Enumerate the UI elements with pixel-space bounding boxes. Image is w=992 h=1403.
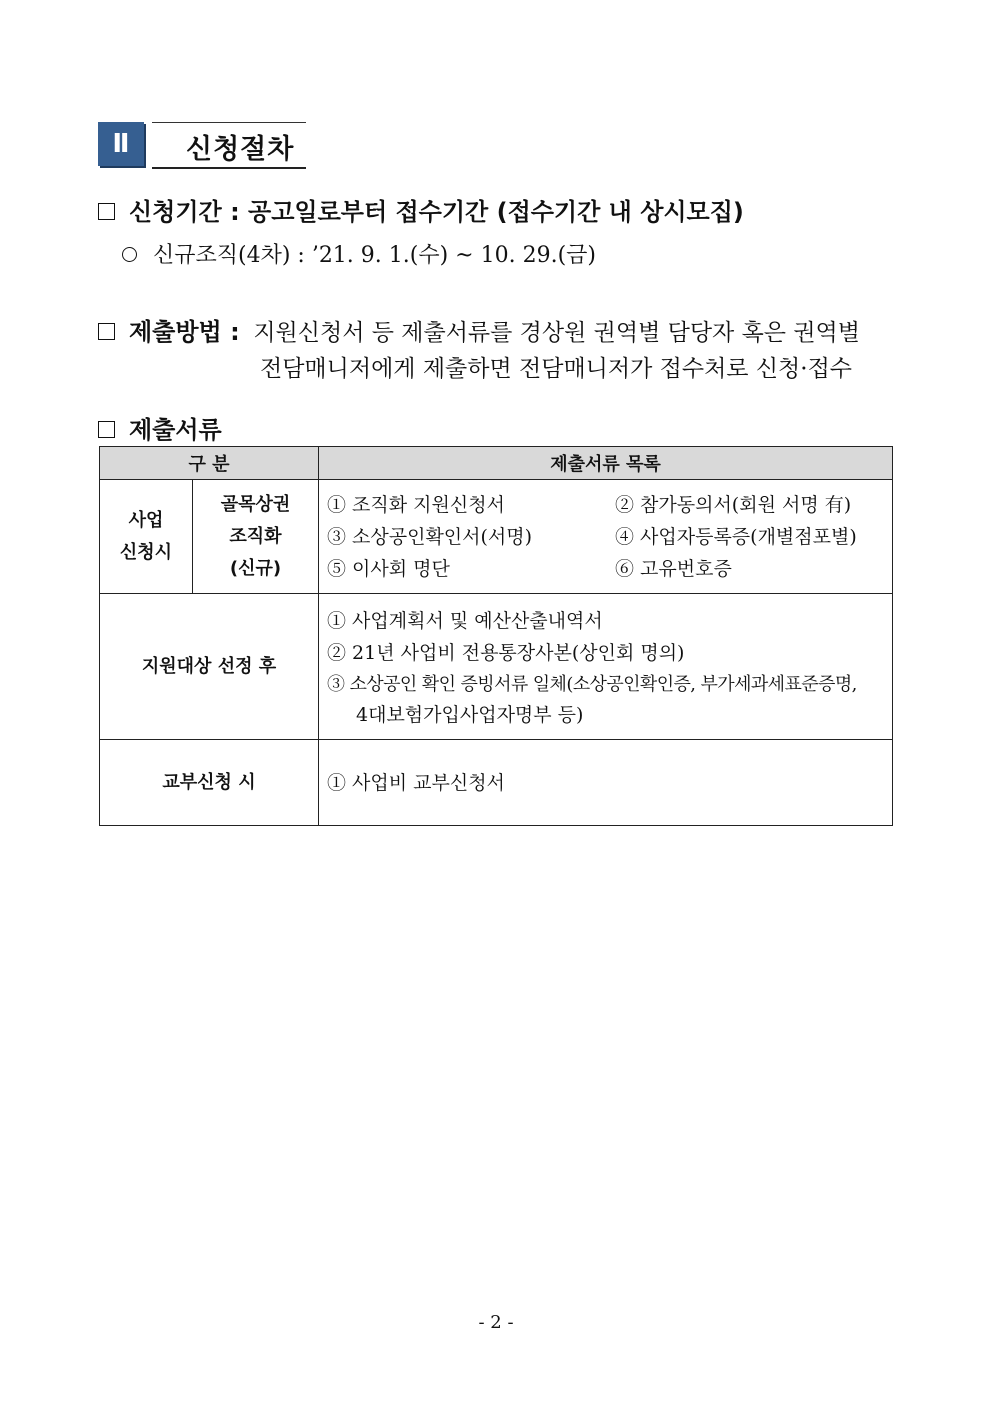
row1-items [319, 480, 893, 594]
documents-heading: 제출서류 [129, 416, 222, 444]
method-label: 제출방법 : [129, 318, 240, 346]
circle-bullet-icon [122, 247, 137, 262]
row2-category: 지원대상 선정 후 [100, 594, 319, 740]
documents-table [99, 446, 893, 826]
section-number: Ⅱ [98, 122, 144, 166]
method-text-2: 전담매니저에게 제출하면 전담매니저가 접수처로 신청·접수 [260, 356, 853, 382]
list-item: ② 참가동의서(회원 서명 有) [615, 493, 852, 516]
list-item: ① 사업비 교부신청서 [327, 771, 505, 794]
section-title-box [152, 122, 306, 169]
table-row [100, 740, 893, 826]
table-row [100, 480, 893, 594]
square-bullet-icon [98, 323, 115, 340]
method-line [98, 312, 860, 347]
list-item: ③ 소상공인확인서(서명) [327, 525, 533, 548]
list-item: ① 조직화 지원신청서 [327, 493, 505, 516]
row1-subcategory: 골목상권 조직화 (신규) [193, 480, 319, 594]
list-item-continued: 4대보험가입사업자명부 등) [356, 703, 584, 726]
period-item-line [122, 238, 596, 269]
list-item: ⑤ 이사회 명단 [327, 557, 450, 580]
section-title: 신청절차 [186, 134, 295, 165]
list-item: ④ 사업자등록증(개별점포별) [615, 525, 857, 548]
list-item: ③ 소상공인 확인 증빙서류 일체(소상공인확인증, 부가세과세표준증명, [327, 673, 857, 695]
header-category: 구 분 [100, 447, 319, 480]
row3-items [319, 740, 893, 826]
table-row [100, 594, 893, 740]
list-item: ① 사업계획서 및 예산산출내역서 [327, 609, 603, 632]
period-heading-line [98, 192, 744, 227]
list-item: ⑥ 고유번호증 [615, 557, 732, 580]
square-bullet-icon [98, 203, 115, 220]
row2-items [319, 594, 893, 740]
page-number: - 2 - [478, 1312, 514, 1333]
square-bullet-icon [98, 421, 115, 438]
method-text-1: 지원신청서 등 제출서류를 경상원 권역별 담당자 혹은 권역별 [253, 320, 860, 346]
documents-heading-line [98, 410, 222, 445]
row1-category: 사업 신청시 [100, 480, 193, 594]
section-header [98, 122, 308, 168]
list-item: ② 21년 사업비 전용통장사본(상인회 명의) [327, 641, 685, 664]
period-heading: 신청기간 : 공고일로부터 접수기간 (접수기간 내 상시모집) [129, 198, 744, 226]
period-item: 신규조직(4차) : ’21. 9. 1.(수) ~ 10. 29.(금) [153, 243, 596, 268]
header-list: 제출서류 목록 [319, 447, 893, 480]
table-header-row [100, 447, 893, 480]
row3-category: 교부신청 시 [100, 740, 319, 826]
